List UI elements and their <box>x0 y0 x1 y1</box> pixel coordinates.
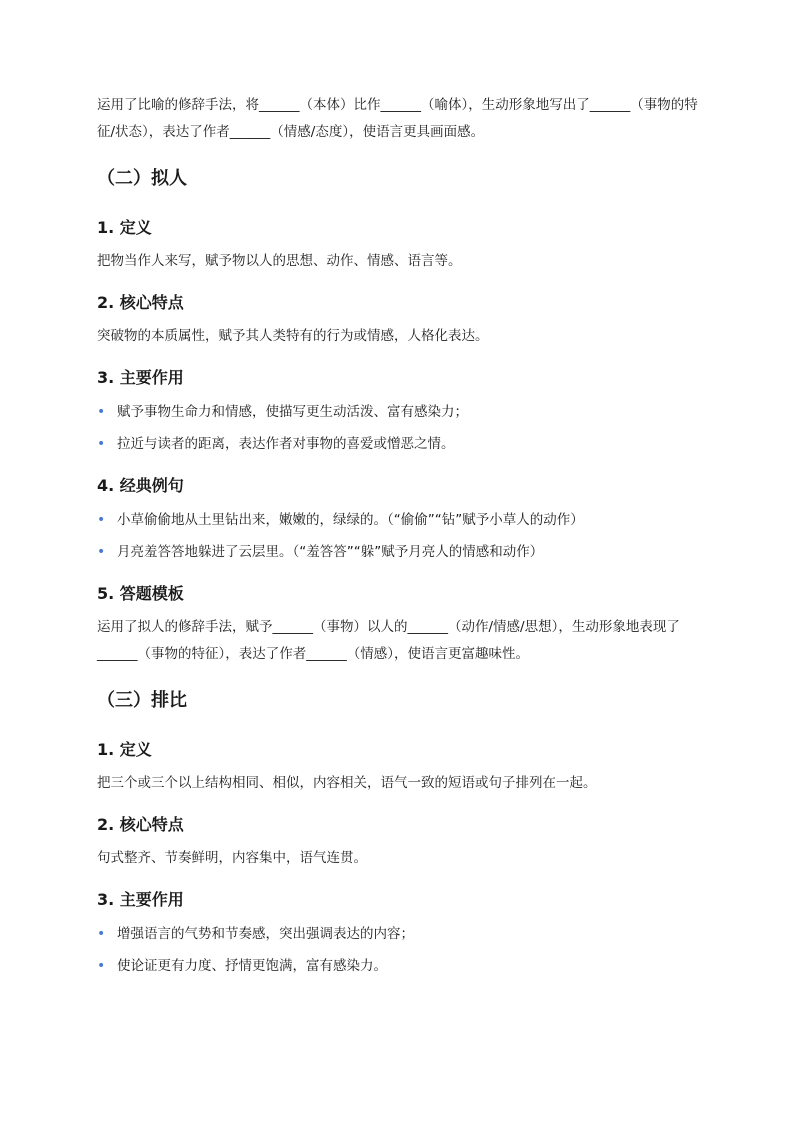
personification-features-text: 突破物的本质属性，赋予其人类特有的行为或情感，人格化表达。 <box>97 328 489 344</box>
list-item-text: 赋予事物生命力和情感，使描写更生动活泼、富有感染力； <box>117 404 468 420</box>
list-item-text: 增强语言的气势和节奏感，突出强调表达的内容； <box>117 926 414 942</box>
parallelism-features-text: 句式整齐、节奏鲜明，内容集中，语气连贯。 <box>97 850 367 866</box>
list-item <box>97 428 707 460</box>
parallelism-definition-text: 把三个或三个以上结构相同、相似，内容相关，语气一致的短语或句子排列在一起。 <box>97 775 597 791</box>
personification-examples-title: 4. 经典例句 <box>97 476 184 495</box>
personification-features-title: 2. 核心特点 <box>97 293 184 312</box>
bullet-icon: • <box>97 544 106 560</box>
personification-effects-title: 3. 主要作用 <box>97 368 184 387</box>
list-item-text: 小草偷偷地从土里钻出来，嫩嫩的，绿绿的。（“偷偷”“钻”赋予小草人的动作） <box>117 512 584 528</box>
section-heading-personification: （二）拟人 <box>97 168 187 189</box>
list-item-text: 使论证更有力度、抒情更饱满，富有感染力。 <box>117 958 387 974</box>
personification-effects-list <box>97 396 707 460</box>
list-item-text: 拉近与读者的距离，表达作者对事物的喜爱或憎恶之情。 <box>117 436 455 452</box>
personification-examples-list <box>97 504 707 568</box>
bullet-icon: • <box>97 436 106 452</box>
personification-template-text: 运用了拟人的修辞手法，赋予______（事物）以人的______（动作/情感/思想），生动形象地表现了______（事物的特征），表达了作者______（情感），使语言更富趣味性。 <box>97 619 680 662</box>
bullet-icon: • <box>97 958 106 974</box>
list-item <box>97 950 707 982</box>
personification-definition-title: 1. 定义 <box>97 218 152 237</box>
metaphor-template-text: 运用了比喻的修辞手法，将______（本体）比作______（喻体），生动形象地写出了______（事物的特征/状态），表达了作者______（情感/态度），使语言更具画面感。 <box>97 97 698 140</box>
list-item <box>97 536 707 568</box>
parallelism-definition-title: 1. 定义 <box>97 740 152 759</box>
list-item <box>97 396 707 428</box>
list-item <box>97 918 707 950</box>
document-page <box>97 92 707 982</box>
section-heading-parallelism: （三）排比 <box>97 690 187 711</box>
bullet-icon: • <box>97 404 106 420</box>
list-item <box>97 504 707 536</box>
personification-definition-text: 把物当作人来写，赋予物以人的思想、动作、情感、语言等。 <box>97 253 462 269</box>
parallelism-effects-title: 3. 主要作用 <box>97 890 184 909</box>
parallelism-features-title: 2. 核心特点 <box>97 815 184 834</box>
bullet-icon: • <box>97 512 106 528</box>
personification-template-title: 5. 答题模板 <box>97 584 184 603</box>
list-item-text: 月亮羞答答地躲进了云层里。（“羞答答”“躲”赋予月亮人的情感和动作） <box>117 544 544 560</box>
bullet-icon: • <box>97 926 106 942</box>
parallelism-effects-list <box>97 918 707 982</box>
